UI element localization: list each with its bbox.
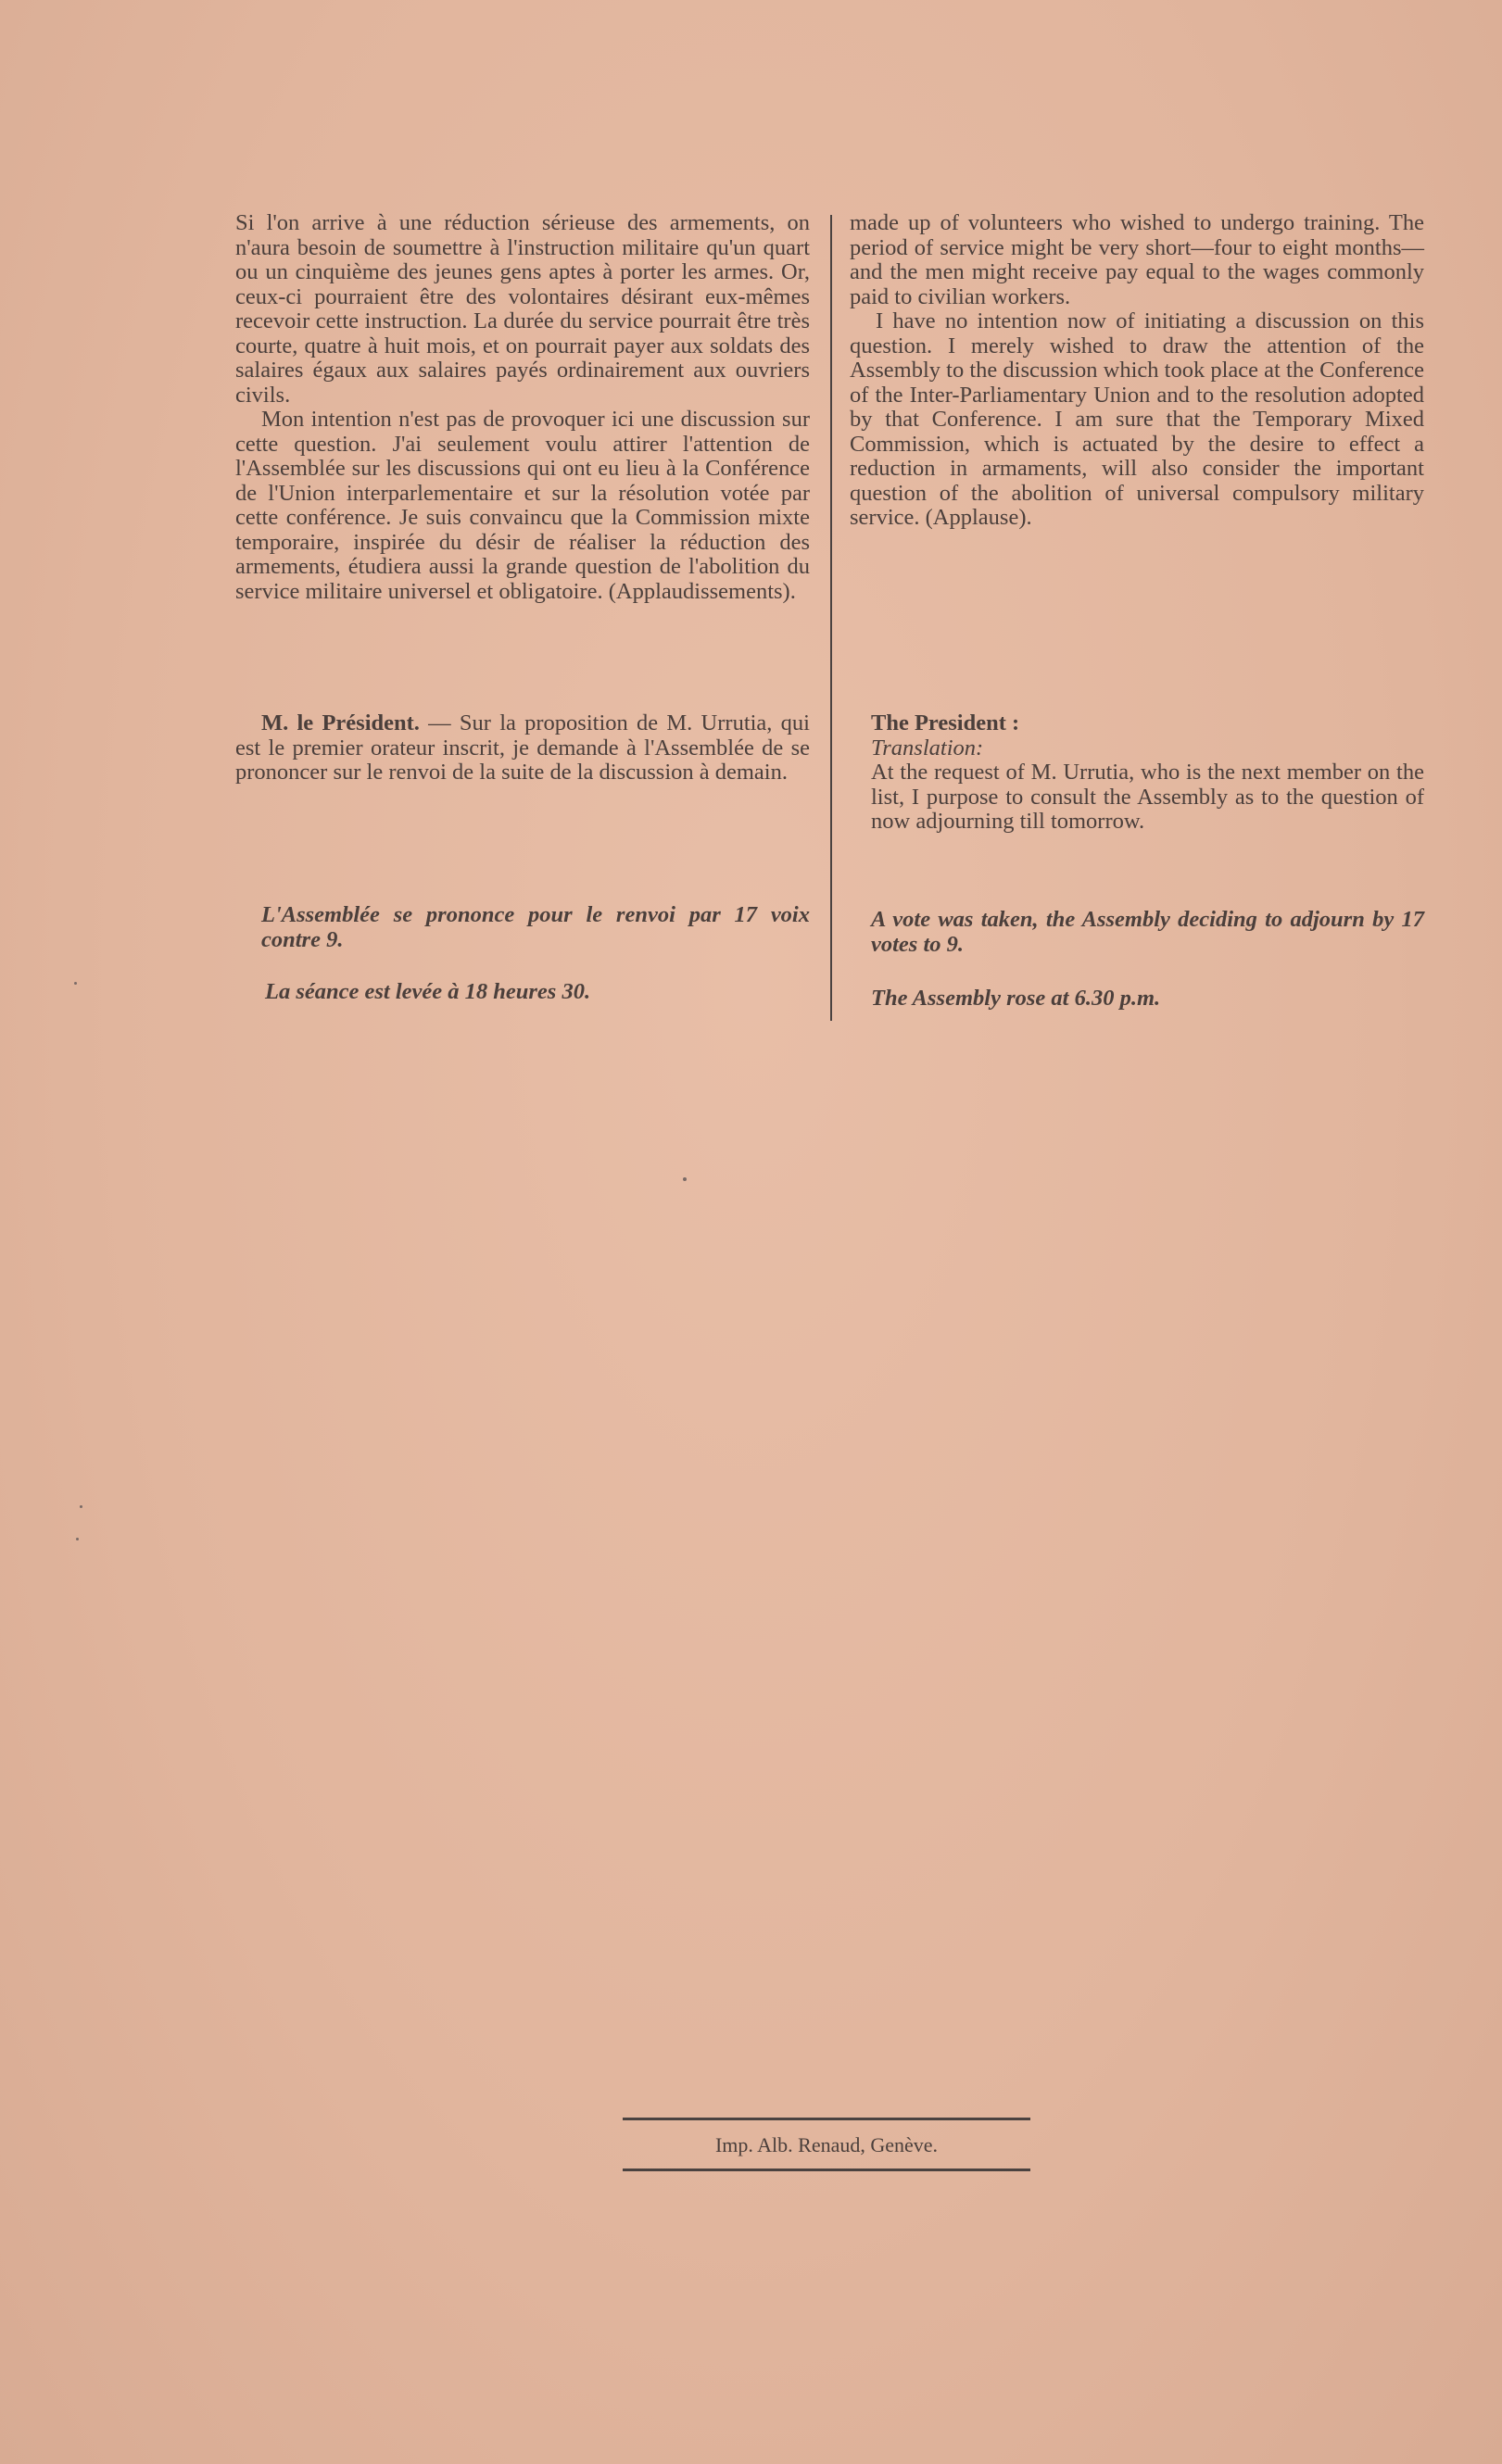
english-paragraph-2: I have no intention now of initiating a discussion on this question. I merely wished to draw the attention of the Assembly to the discussion which took place at the Conference of the Inter-Parliamentary Union and to the resolution adopted by that Conference. I am sure that the Temporary Mixed Commission, which is actuated by the desire to effect a reduction in armaments, will also consider the important question of the abolition of universal compulsory military service. (Applause).	[850, 308, 1424, 530]
french-column	[235, 211, 810, 604]
english-paragraph-1: made up of volunteers who wished to undergo training. The period of service might be very short—four to eight months—and the men might receive pay equal to the wages commonly paid to civilian workers.	[850, 210, 1424, 309]
english-president-statement	[871, 711, 1424, 835]
translation-label: Translation:	[871, 735, 984, 761]
imprint-text: Imp. Alb. Renaud, Genève.	[714, 2133, 939, 2156]
paper-speck	[76, 1538, 79, 1540]
english-column	[850, 211, 1424, 531]
printer-imprint	[623, 2118, 1030, 2171]
english-president-text: At the request of M. Urrutia, who is the next member on the list, I purpose to consult the Assembly as to the question of now adjourning till tomorrow.	[871, 760, 1424, 834]
french-vote-result: L'Assemblée se prononce pour le renvoi par 17 voix contre 9.	[261, 902, 810, 952]
french-president-text: — Sur la proposition de M. Urrutia, qui est le premier orateur inscrit, je demande à l'Assemblée de se prononcer sur le renvoi de la suite de la discussion à demain.	[235, 710, 810, 785]
column-divider	[830, 215, 832, 1021]
french-president-speaker: M. le Président.	[261, 710, 420, 735]
english-president-heading: The President :	[871, 710, 1020, 735]
french-paragraph-1: Si l'on arrive à une réduction sérieuse des armements, on n'aura besoin de soumettre à l'instruction militaire qu'un quart ou un cinquième des jeunes gens aptes à porter les armes. Or, ceux-ci pourraient être des volontaires désirant eux-mêmes recevoir cette instruction. La durée du service pourrait être très courte, quatre à huit mois, et on pourrait payer aux soldats des salaires égaux aux salaires payés ordinairement aux ouvriers civils.	[235, 210, 810, 408]
paper-speck	[80, 1505, 82, 1508]
french-closing-line: La séance est levée à 18 heures 30.	[265, 979, 591, 1004]
english-closing-line: The Assembly rose at 6.30 p.m.	[871, 986, 1161, 1011]
imprint-bottom-rule	[623, 2169, 1030, 2171]
paper-speck	[683, 1177, 687, 1181]
paper-speck	[74, 982, 77, 985]
english-vote-result: A vote was taken, the Assembly deciding to adjourn by 17 votes to 9.	[871, 907, 1424, 957]
french-paragraph-2: Mon intention n'est pas de provoquer ici une discussion sur cette question. J'ai seulement voulu attirer l'attention de l'Assemblée sur les discussions qui ont eu lieu à la Conférence de l'Union interparlementaire et sur la résolution votée par cette conférence. Je suis convaincu que la Commission mixte temporaire, inspirée du désir de réaliser la réduction des armements, étudiera aussi la grande question de l'abolition du service militaire universel et obligatoire. (Applaudissements).	[235, 407, 810, 604]
french-president-statement	[235, 711, 810, 786]
